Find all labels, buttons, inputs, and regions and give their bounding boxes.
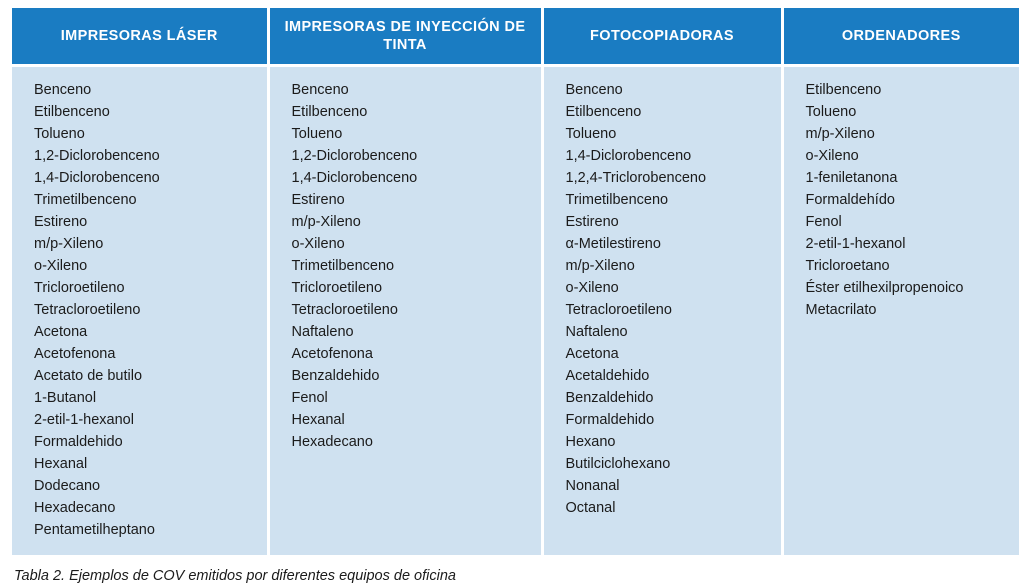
list-item: Fenol (291, 390, 328, 407)
list-item: 1,2-Diclorobenceno (34, 148, 160, 165)
list-item: 2-etil-1-hexanol (805, 236, 906, 253)
column-header-fotocopiadoras: FOTOCOPIADORAS (542, 8, 782, 66)
list-item: Trimetilbenceno (34, 192, 137, 209)
table-cell-ordenadores (782, 66, 1019, 556)
table-body (12, 66, 1019, 556)
list-item: Naftaleno (291, 324, 354, 341)
compound-list-fotocopiadoras (566, 79, 773, 519)
list-item: Tetracloroetileno (565, 302, 672, 319)
list-item: Naftaleno (565, 324, 628, 341)
list-item: 1-Butanol (34, 390, 97, 407)
list-item: Tolueno (805, 104, 857, 121)
list-item: Etilbenceno (565, 104, 642, 121)
table-cell-impresoras-laser (12, 66, 268, 556)
list-item: Butilciclohexano (565, 456, 671, 473)
list-item: Tricloroetileno (291, 280, 383, 297)
table-row (12, 66, 1019, 556)
table-cell-fotocopiadoras (542, 66, 782, 556)
list-item: o-Xileno (291, 236, 345, 253)
list-item: 1-feniletanona (805, 170, 898, 187)
list-item: 1,4-Diclorobenceno (34, 170, 160, 187)
list-item: o-Xileno (34, 258, 88, 275)
cov-emissions-table (12, 8, 1019, 555)
table-header-row-group (12, 8, 1019, 66)
list-item: Acetofenona (291, 346, 373, 363)
list-item: Tricloroetileno (34, 280, 125, 297)
list-item: Pentametilheptano (34, 522, 155, 539)
list-item: Formaldehído (805, 192, 895, 209)
list-item: Tolueno (291, 126, 343, 143)
list-item: Estireno (565, 214, 619, 231)
list-item: m/p-Xileno (565, 258, 635, 275)
list-item: Benceno (291, 82, 349, 99)
list-item: Hexano (565, 434, 616, 451)
list-item: Formaldehido (565, 412, 655, 429)
list-item: Benceno (565, 82, 623, 99)
table-cell-impresoras-inyeccion-tinta (268, 66, 542, 556)
list-item: 1,2-Diclorobenceno (291, 148, 418, 165)
list-item: Éster etilhexilpropenoico (805, 280, 964, 297)
list-item: Nonanal (565, 478, 620, 495)
list-item: Acetona (34, 324, 88, 341)
list-item: Acetofenona (34, 346, 116, 363)
list-item: Tolueno (565, 126, 617, 143)
list-item: Tolueno (34, 126, 85, 143)
list-item: Etilbenceno (291, 104, 368, 121)
list-item: Octanal (565, 500, 616, 517)
list-item: 1,4-Diclorobenceno (565, 148, 692, 165)
column-header-ordenadores: ORDENADORES (782, 8, 1019, 66)
list-item: Estireno (291, 192, 345, 209)
table-caption: Tabla 2. Ejemplos de COV emitidos por diferentes equipos de oficina (14, 568, 456, 584)
list-item: Acetona (565, 346, 619, 363)
list-item: Dodecano (34, 478, 101, 495)
list-item: Metacrilato (805, 302, 877, 319)
column-header-impresoras-inyeccion-tinta: IMPRESORAS DE INYECCIÓN DE TINTA (268, 8, 542, 66)
compound-list-impresoras-laser (34, 79, 259, 541)
list-item: Hexadecano (34, 500, 116, 517)
list-item: Benzaldehido (291, 368, 380, 385)
list-item: Estireno (34, 214, 88, 231)
list-item: m/p-Xileno (34, 236, 104, 253)
compound-list-impresoras-inyeccion-tinta (292, 79, 533, 453)
list-item: m/p-Xileno (291, 214, 361, 231)
list-item: Tetracloroetileno (291, 302, 398, 319)
column-header-impresoras-laser: IMPRESORAS LÁSER (12, 8, 268, 66)
list-item: Benzaldehido (565, 390, 654, 407)
list-item: o-Xileno (805, 148, 859, 165)
list-item: Hexanal (34, 456, 88, 473)
table-header-row (12, 8, 1019, 66)
list-item: Trimetilbenceno (565, 192, 669, 209)
list-item: 1,2,4-Triclorobenceno (565, 170, 707, 187)
list-item: Tricloroetano (805, 258, 890, 275)
list-item: Fenol (805, 214, 842, 231)
list-item: m/p-Xileno (805, 126, 875, 143)
list-item: Etilbenceno (805, 82, 882, 99)
list-item: Etilbenceno (34, 104, 110, 121)
list-item: Formaldehido (34, 434, 123, 451)
list-item: 1,4-Diclorobenceno (291, 170, 418, 187)
list-item: 2-etil-1-hexanol (34, 412, 134, 429)
list-item: Tetracloroetileno (34, 302, 141, 319)
list-item: Trimetilbenceno (291, 258, 395, 275)
compound-list-ordenadores (806, 79, 1012, 321)
list-item: α-Metilestireno (565, 236, 661, 253)
list-item: Hexadecano (291, 434, 373, 451)
list-item: Hexanal (291, 412, 345, 429)
list-item: Acetato de butilo (34, 368, 143, 385)
list-item: Acetaldehido (565, 368, 650, 385)
list-item: Benceno (34, 82, 92, 99)
list-item: o-Xileno (565, 280, 619, 297)
